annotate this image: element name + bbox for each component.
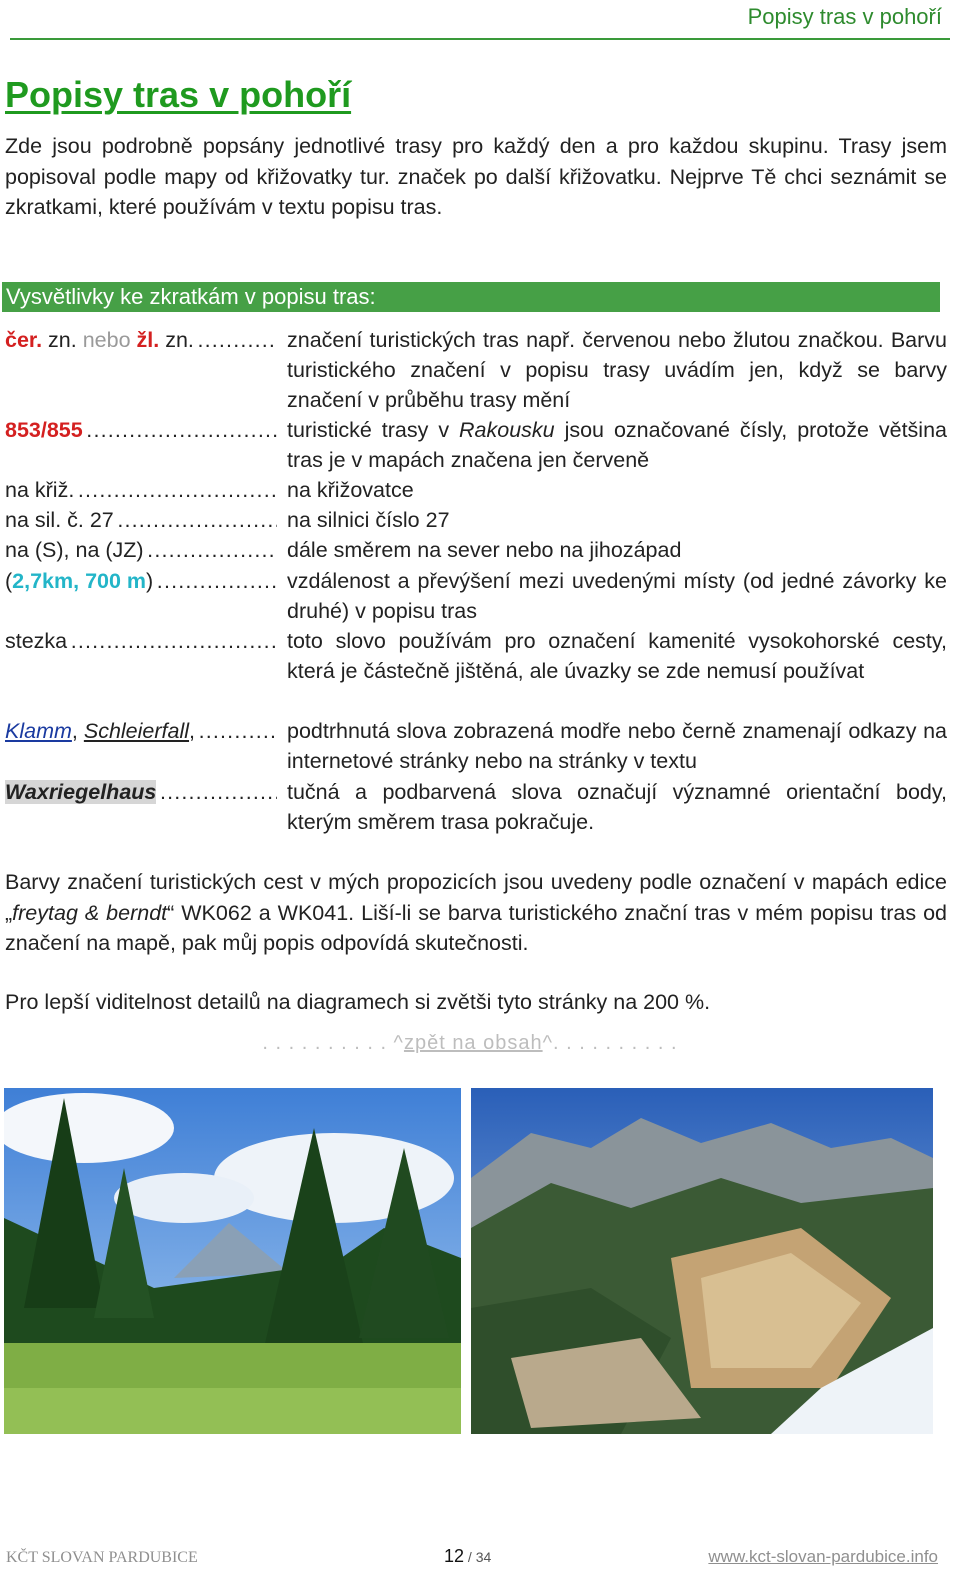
- legend-term: Waxriegelhaus . . .: [5, 777, 277, 807]
- legend-desc: na křižovatce: [287, 478, 414, 502]
- legend-desc: turistické trasy v Rakousku jsou označované čísly, protože většina tras je v mapách značena jen červeně: [287, 418, 947, 473]
- legend-term: stezka . . .: [5, 626, 277, 656]
- legend-term: (2,7km, 700 m) . . .: [5, 566, 277, 596]
- footer-organization: KČT SLOVAN PARDUBICE: [6, 1549, 198, 1566]
- legend-row-road: [5, 505, 947, 535]
- footer-website-link[interactable]: www.kct-slovan-pardubice.info: [708, 1547, 938, 1566]
- legend-row-links: [5, 716, 947, 776]
- legend-desc: toto slovo používám pro označení kamenité vysokohorské cesty, která je částečně jištěná, ale úvazky se zde nemusí používat: [287, 629, 947, 684]
- back-to-contents[interactable]: . . . . . . . . . . ^zpět na obsah^. . . . . . . . . .: [262, 1032, 678, 1054]
- schleierfall-link[interactable]: Schleierfall: [83, 719, 190, 743]
- legend-row-direction: [5, 535, 947, 565]
- page-title: Popisy tras v pohoří: [5, 74, 352, 115]
- legend-heading: Vysvětlivky ke zkratkám v popisu tras:: [2, 282, 940, 312]
- legend-term: na křiž. . . .: [5, 475, 277, 505]
- legend-row-distance: [5, 566, 947, 626]
- legend-desc: vzdálenost a převýšení mezi uvedenými místy (od jedné závorky ke druhé) v popisu tras: [287, 569, 947, 624]
- footer-page-number: 12 / 34: [444, 1546, 492, 1566]
- legend-row-route-numbers: [5, 415, 947, 475]
- legend-desc: tučná a podbarvená slova označují významné orientační body, kterým směrem trasa pokračuje.: [287, 780, 947, 835]
- legend-desc: podtrhnutá slova zobrazená modře nebo černě znamenají odkazy na internetové stránky nebo na stránky v textu: [287, 719, 947, 774]
- klamm-link[interactable]: Klamm: [5, 719, 72, 743]
- legend-term: na (S), na (JZ) . . .: [5, 535, 277, 565]
- legend-desc: na silnici číslo 27: [287, 508, 450, 532]
- colors-paragraph: Barvy značení turistických cest v mých propozicích jsou uvedeny podle označení v mapách edice „freytag & berndt“ WK062 a WK041. Liší-li se barva turistického znační tras v mém popisu tras od značení na mapě, pak můj popis odpovídá skutečnosti.: [5, 870, 947, 955]
- photo-mountain-quarry: [471, 1088, 933, 1434]
- legend-row-crossing: [5, 475, 947, 505]
- back-to-contents-link[interactable]: zpět na obsah: [403, 1032, 543, 1054]
- legend-desc: značení turistických tras např. červenou nebo žlutou značkou. Barvu turistického značení v popisu trasy uvádím jen, když se barvy značení v průběhu trasy mění: [287, 328, 947, 413]
- zoom-paragraph: Pro lepší viditelnost detailů na diagramech si zvětši tyto stránky na 200 %.: [5, 990, 711, 1014]
- intro-paragraph: Zde jsou podrobně popsány jednotlivé trasy pro každý den a pro každou skupinu. Trasy jsem popisoval podle mapy od křižovatky tur. značek po další křižovatku. Nejprve Tě chci seznámit se zkratkami, které používám v textu popisu tras.: [5, 134, 947, 219]
- legend-term: Klamm, Schleierfall, . . .: [5, 716, 277, 746]
- legend-desc: dále směrem na sever nebo na jihozápad: [287, 538, 682, 562]
- header-rule: [10, 38, 950, 40]
- legend-term: 853/855 . . .: [5, 415, 277, 445]
- legend-row-stezka: [5, 626, 947, 686]
- photo-forest-meadow: [4, 1088, 461, 1434]
- legend-row-marking-color: [5, 325, 947, 416]
- legend-term: čer. zn. nebo žl. zn. . . .: [5, 325, 277, 355]
- legend-row-highlight: [5, 777, 947, 837]
- legend-term: na sil. č. 27 . . .: [5, 505, 277, 535]
- page-header-title: Popisy tras v pohoří: [747, 4, 942, 29]
